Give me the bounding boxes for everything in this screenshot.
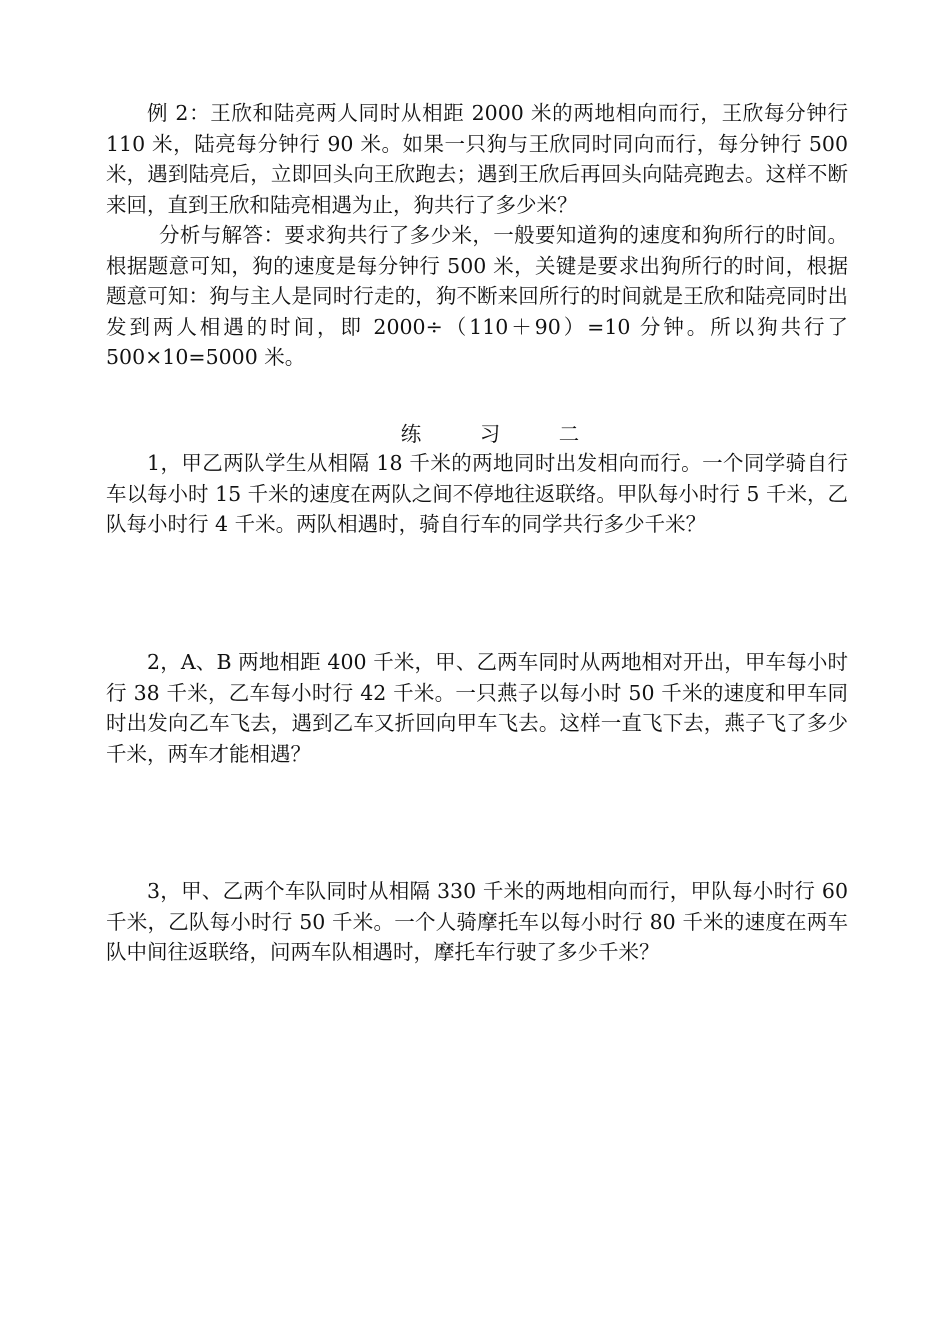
analysis-and-solution: 分析与解答：要求狗共行了多少米，一般要知道狗的速度和狗所行的时间。根据题意可知，狗的速度是每分钟行 500 米，关键是要求出狗所行的时间，根据题意可知：狗与主人是同时行走的，狗不断来回所行的时间就是王欣和陆亮同时出发到两人相遇的时间，即 2000÷（110＋90）=10 分钟。所以狗共行了 500×10=5000 米。 (106, 223, 848, 369)
exercise-1: 1，甲乙两队学生从相隔 18 千米的两地同时出发相向而行。一个同学骑自行车以每小时 15 千米的速度在两队之间不停地往返联络。甲队每小时行 5 千米，乙队每小时行 4 千米。两队相遇时，骑自行车的同学共行多少千米？ (106, 451, 848, 536)
exercise-2: 2，A、B 两地相距 400 千米，甲、乙两车同时从两地相对开出，甲车每小时行 38 千米，乙车每小时行 42 千米。一只燕子以每小时 50 千米的速度和甲车同时出发向乙车飞去，遇到乙车又折回向甲车飞去。这样一直飞下去，燕子飞了多少千米，两车才能相遇？ (106, 650, 848, 766)
exercise-3: 3，甲、乙两个车队同时从相隔 330 千米的两地相向而行，甲队每小时行 60 千米，乙队每小时行 50 千米。一个人骑摩托车以每小时行 80 千米的速度在两车队中间往返联络，问两车队相遇时，摩托车行驶了多少千米？ (106, 879, 848, 964)
exercise-section-title: 练 习 二 (400, 422, 606, 446)
example-2-problem: 例 2：王欣和陆亮两人同时从相距 2000 米的两地相向而行，王欣每分钟行 110 米，陆亮每分钟行 90 米。如果一只狗与王欣同时同向而行，每分钟行 500 米，遇到陆亮后，立即回头向王欣跑去；遇到王欣后再回头向陆亮跑去。这样不断来回，直到王欣和陆亮相遇为止，狗共行了多少米？ (106, 101, 848, 217)
